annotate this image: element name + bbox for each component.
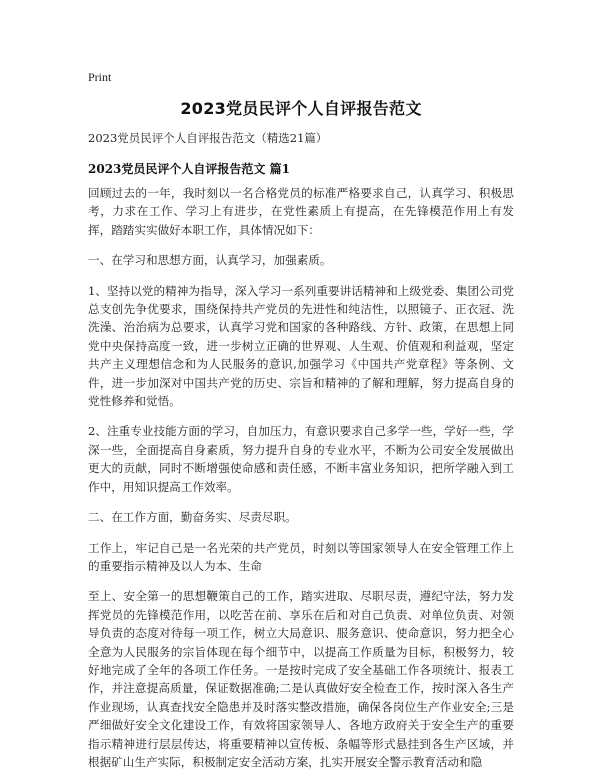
paragraph-heading-study: 一、在学习和思想方面，认真学习，加强素质。 — [88, 253, 332, 268]
print-label: Print — [88, 70, 112, 84]
paragraph-heading-work: 二、在工作方面，勤奋务实、尽责尽职。 — [88, 510, 297, 525]
section-heading: 2023党员民评个人自评报告范文 篇1 — [88, 162, 290, 176]
paragraph-study-1: 1、坚持以党的精神为指导，深入学习一系列重要讲话精神和上级党委、集团公司党总支创先争优要求，围绕保持共产党员的先进性和纯洁性，以照镜子、正衣冠、洗洗澡、治治病为总要求，认真学习党和国家的各种路线、方针、政策，在思想上同党中央保持高度一致，进一步树立正确的世界观、人生观、价值观和利益观，坚定共产主义理想信念和为人民服务的意识,加强学习《中国共产党章程》等条例、文件，进一步加深对中国共产党的历史、宗旨和精神的了解和理解，努力提高自身的党性修养和觉悟。 — [88, 283, 514, 409]
paragraph-work-2: 至上、安全第一的思想鞭策自己的工作，踏实进取、尽职尽责，遵纪守法，努力发挥党员的先锋模范作用，以吃苦在前、享乐在后和对自己负责、对单位负责、对领导负责的态度对待每一项工作，树立大局意识、服务意识、使命意识，努力把全心全意为人民服务的宗旨体现在每个细节中，以提高工作质量为目标，积极努力，较好地完成了全年的各项工作任务。一是按时完成了安全基础工作各项统计、报表工作，并注意提高质量，保证数据准确;二是认真做好安全检查工作，按时深入各生产作业现场，认真查找安全隐患并及时落实整改措施，确保各岗位生产作业安全;三是严细做好安全文化建设工作，有效将国家领导人、各地方政府关于安全生产的重要指示精神进行层层传达，将重要精神以宣传板、条幅等形式悬挂到各生产区域，并根据矿山生产实际，积极制定安全活动方案，扎实开展安全警示教育活动和隐 — [88, 589, 514, 769]
article-body — [88, 184, 514, 775]
document-title: 2023党员民评个人自评报告范文 — [180, 99, 422, 118]
document-subtitle: 2023党员民评个人自评报告范文（精选21篇） — [88, 131, 328, 145]
paragraph-study-2: 2、注重专业技能方面的学习，自加压力，有意识要求自己多学一些，学好一些，学深一些，全面提高自身素质，努力提升自身的专业水平，不断为公司安全发展做出更大的贡献，同时不断增强使命感和责任感，不断丰富业务知识，把所学融入到工作中，用知识提高工作效率。 — [88, 424, 514, 494]
paragraph-intro: 回顾过去的一年，我时刻以一名合格党员的标准严格要求自己，认真学习、积极思考，力求在工作、学习上有进步，在党性素质上有提高，在先锋模范作用上有发挥，踏踏实实做好本职工作，具体情况如下： — [88, 186, 514, 237]
paragraph-work-1: 工作上，牢记自己是一名光荣的共产党员，时刻以等国家领导人在安全管理工作上的重要指示精神及以人为本、生命 — [88, 540, 514, 573]
